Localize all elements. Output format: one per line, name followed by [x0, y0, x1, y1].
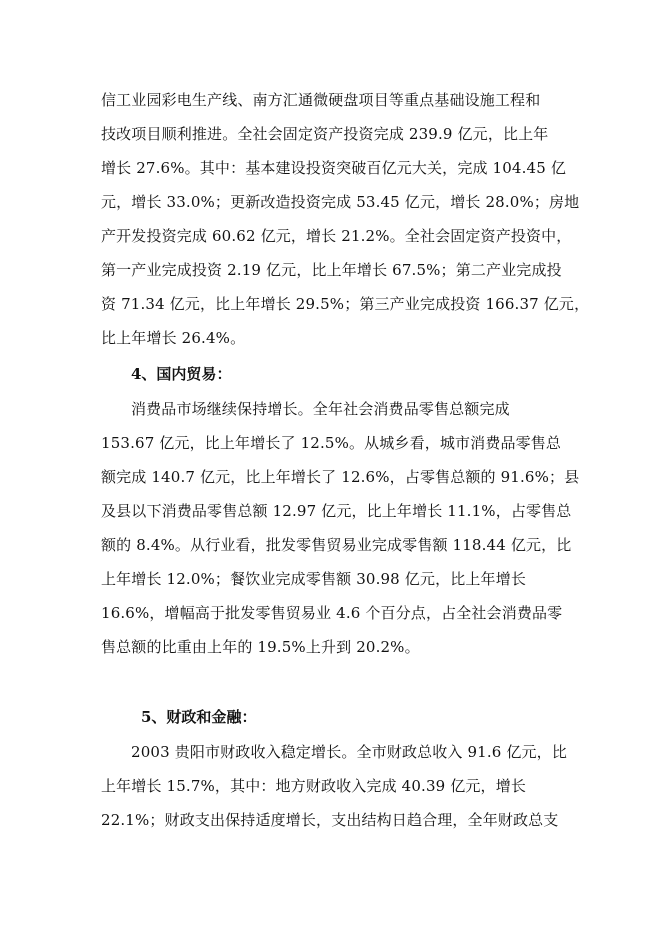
text-line: 元，增长 33.0%；更新改造投资完成 53.45 亿元，增长 28.0%；房地	[101, 193, 580, 211]
text-line: 额的 8.4%。从行业看，批发零售贸易业完成零售额 118.44 亿元，比	[101, 536, 572, 554]
text-line: 第一产业完成投资 2.19 亿元，比上年增长 67.5%；第二产业完成投	[101, 261, 562, 279]
section-heading-finance: 5、财政和金融：	[141, 708, 257, 726]
text-line: 技改项目顺利推进。全社会固定资产投资完成 239.9 亿元，比上年	[101, 125, 549, 143]
text-line: 额完成 140.7 亿元，比上年增长了 12.6%，占零售总额的 91.6%；县	[101, 468, 580, 486]
text-line: 资 71.34 亿元，比上年增长 29.5%；第三产业完成投资 166.37 亿元，	[101, 295, 590, 313]
text-line: 22.1%；财政支出保持适度增长，支出结构日趋合理，全年财政总支	[101, 811, 559, 829]
text-line: 增长 27.6%。其中：基本建设投资突破百亿元大关，完成 104.45 亿	[101, 159, 566, 177]
text-line: 售总额的比重由上年的 19.5%上升到 20.2%。	[101, 638, 420, 656]
text-line: 2003 贵阳市财政收入稳定增长。全市财政总收入 91.6 亿元，比	[131, 743, 567, 761]
text-line: 信工业园彩电生产线、南方汇通微硬盘项目等重点基础设施工程和	[101, 91, 541, 109]
text-line: 消费品市场继续保持增长。全年社会消费品零售总额完成	[131, 400, 510, 418]
section-heading-trade: 4、国内贸易：	[131, 365, 232, 383]
text-line: 比上年增长 26.4%。	[101, 329, 246, 347]
text-line: 153.67 亿元，比上年增长了 12.5%。从城乡看，城市消费品零售总	[101, 434, 562, 452]
text-line: 及县以下消费品零售总额 12.97 亿元，比上年增长 11.1%，占零售总	[101, 502, 572, 520]
text-line: 产开发投资完成 60.62 亿元，增长 21.2%。全社会固定资产投资中，	[101, 227, 572, 245]
text-line: 16.6%，增幅高于批发零售贸易业 4.6 个百分点，占全社会消费品零	[101, 604, 563, 622]
text-line: 上年增长 12.0%；餐饮业完成零售额 30.98 亿元，比上年增长	[101, 570, 526, 588]
text-line: 上年增长 15.7%，其中：地方财政收入完成 40.39 亿元，增长	[101, 777, 526, 795]
